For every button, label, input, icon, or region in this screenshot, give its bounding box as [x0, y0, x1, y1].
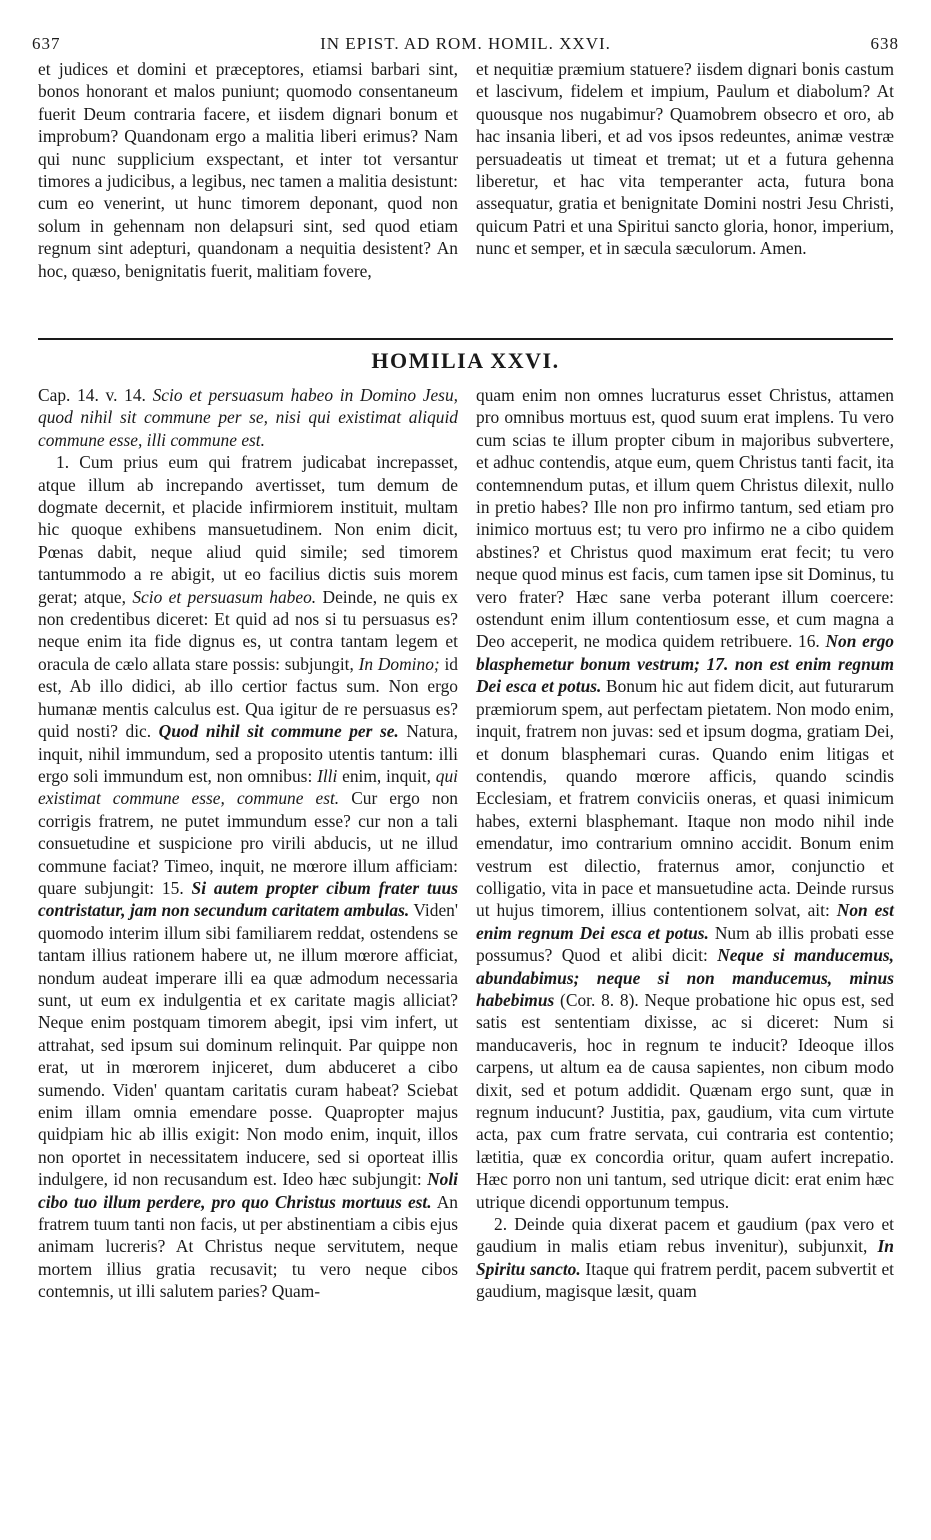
p2-quote: In Spiritu sancto. [476, 1236, 894, 1279]
br-quote-3: Neque si manducemus, abundabimus; neque si non manducemus, minus habebimus [476, 945, 894, 1010]
running-header [28, 30, 903, 58]
page-number-right: 638 [870, 34, 899, 53]
top-left-column [38, 58, 458, 282]
p1-text-h: An fratrem tuum tanti non facis, ut per abstinentiam a cibis ejus animam lucreris? At Christus neque servitutem, neque mortem illius gratia recusavit; tu vero neque cibos contemnis, ut illi salutem paries? Quam- [38, 1191, 458, 1302]
continued-paragraph [476, 384, 894, 1213]
p1-text-g: Viden' quomodo interim illum sibi familiarem reddat, ostendens se tantam illius rationem habere ut, ne illum mœrore afficiat, nondum audeat imperare illi ea quæ admodum necessaria sunt, ut eum ex indulgentia et ex caritate magis alliciat? Neque enim postquam timorem abegit, ipsi vim infert, ut attrahat, sed ipsum sui dominum relinquit. Par quippe non erat, ut in mœrorem injiceret, dum abduceret a cibo sumendo. Viden' quantam caritatis curam habeat? Sciebat enim illam omnia emendare posse. Quapropter majus quidpiam hic ab illis exigit: Non modo enim, inquit, illos non oportet in necessitatem inducere, sed si oporteat illis indulgere, id non recusandum est. Ideo hæc subjungit: [38, 900, 458, 1190]
br-text-a: quam enim non omnes lucraturus esset Christus, attamen pro omnibus mortuus est, quod suum erat implens. Tu vero cum scias te illum propter cibum in majoribus subvertere, et adhuc contendis, atque eum, quem Christus tanti facit, ita contemnendum putas, et illum quem Christus dilexit, nullo in pretio habes? Ille non pro infirmo tantum, sed etiam pro inimico mortuus est; tu vero pro infirmo ne a cibo quidem abstines? et Christus quod maximum erat fecit; tu vero neque quod minus est facis, cum tamen ipse sit Dominus, tu vero frater? Hæc sane verba poterant illum coercere: ostendunt enim illum contentiosum esse, et cum magna a Deo acceperit, ne modica quidem retribuere. 16. [476, 385, 894, 652]
running-title: IN EPIST. AD ROM. HOMIL. XXVI. [320, 34, 611, 53]
p1-text-b: Deinde, ne quis ex non credentibus diceret: Et quid ad nos si tu persuasus es? neque enim ita fide dignus es, ut contra tantam legem et oracula de cælo allata stare possis: subjungit, [38, 586, 458, 674]
br-quote-1: Non ergo blasphemetur bonum vestrum; 17. non est enim regnum Dei esca et potus. [476, 631, 894, 697]
p1-quote-5: qui existimat commune esse, commune est. [38, 765, 458, 809]
chapter-verse-heading [38, 384, 458, 451]
p1-text-d: Natura, inquit, nihil immundum, sed a proposito utentis tantum: illi ergo soli immundum est, non omnibus: [38, 721, 458, 786]
section-divider [38, 338, 893, 340]
p2-text-b: Itaque qui fratrem perdit, pacem subvertit et gaudium, magisque læsit, quam [476, 1258, 894, 1302]
p1-text-e: enim, inquit, [342, 765, 431, 786]
br-quote-2: Non est enim regnum Dei esca et potus. [476, 900, 894, 943]
bottom-left-column [38, 384, 458, 1303]
paragraph-2 [476, 1213, 894, 1303]
br-text-b: Bonum hic aut fidem dicit, aut futurarum præmiorum spem, aut perfectam pietatem. Non modo enim, inquit, fratrem non juvas: sed et ipsum dogma, gratiam Dei, et donum blasphemari curas. Quando enim litigas et contendis, quando mœrore afficis, quando scindis Ecclesiam, et fratrem conviciis oneras, et quasi inimicum habes, externi blasphemant. Itaque non modo nihil inde emendatur, imo contrarium omnino accidit. Bonum enim vestrum est dilectio, fraternus amor, conjunctio et colligatio, vita in pace et mansuetudine acta. Deinde rursus ut hujus timorem, illius contentionem solvat, ait: [476, 676, 894, 921]
paragraph-1 [38, 451, 458, 1302]
top-right-text: et nequitiæ præmium statuere? iisdem dignari bonis castum et lascivum, fidelem et impium, Paulum et diabolum? At quousque nos nugabimur? Quamobrem obsecro et oro, ab hac insania liberi, et ad vos ipsos redeuntes, animæ vestræ persuadeatis ut timeat et tremat; ut et a futura gehenna liberetur, et hac vita temperanter acta, futura bona assequatur, gratia et benignitate Domini nostri Jesu Christi, quicum Patri et una Spiritui sancto gloria, honor, imperium, nunc et semper, et in sæcula sæculorum. Amen. [476, 59, 894, 259]
chapter-label: Cap. 14. v. 14. [38, 385, 146, 405]
p2-text-a: 2. Deinde quia dixerat pacem et gaudium (pax vero et gaudium in malis etiam rebus invenitur), subjunxit, [476, 1214, 894, 1257]
chapter-verse-text: Scio et persuasum habeo in Domino Jesu, quod nihil sit commune per se, nisi qui existimat aliquid commune esse, illi commune est. [38, 385, 458, 450]
top-left-text: et judices et domini et præceptores, etiamsi barbari sint, bonos honorant et malos puniunt; quomodo consentaneum fuerit Deum contraria facere, et iisdem dignari bonum et improbum? Quandonam ergo a malitia liberi erimus? Nam qui nunc supplicium exspectant, et inter tot versantur timores a judicibus, a legibus, nec tamen a malitia desistunt: cum eo venerint, ut hunc timorem deponant, quod non solum in gehennam non delapsuri sint, sed quod etiam regnum sint adepturi, quandonam a nequitia desistent? An hoc, quæso, benignitatis fuerit, malitiam fovere, [38, 59, 458, 281]
p1-quote-7: Noli cibo tuo illum perdere, pro quo Christus mortuus est. [38, 1169, 458, 1212]
p1-text-a: 1. Cum prius eum qui fratrem judicabat increpasset, atque illum ab increpando avertisset, tum demum de dogmate decernit, et placide infirmiorem instituit, multam hic quoque exhibens mansuetudinem. Non enim dicit, Pœnas dabit, neque aliud quid simile; sed timorem tantummodo a re abigit, ut eo facilius dictis suis morem gerat; atque, [38, 452, 458, 607]
br-text-c: Num ab illis probati esse possumus? Quod et alibi dicit: [476, 922, 894, 966]
page-number-left: 637 [32, 34, 61, 53]
p1-quote-2: In Domino; [358, 653, 440, 674]
bottom-right-column [476, 384, 894, 1303]
p1-text-f: Cur ergo non corrigis fratrem, ne putet immundum esse? cur non a tali consuetudine et suspicione pro virili abducis, ut ne illud commune faciat? Timeo, inquit, ne mœrore illum afficiam: quare subjungit: 15. [38, 788, 458, 898]
p1-quote-6: Si autem propter cibum frater tuus contristatur, jam non secundum caritatem ambulas. [38, 877, 458, 921]
p1-text-c: id est, Ab illo didici, ab illo certior factus sum. Non ergo humanæ mentis calculus est. Qua igitur de re persuasus es? quid nosti? dic. [38, 653, 458, 742]
br-text-d: (Cor. 8. 8). Neque probatione hic opus est, sed satis est sententiam dixisse, ac si diceret: Num si manducaveris, hoc in regnum te inducit? Ideoque illos carpens, ut altum ea de causa sapientes, non cibum modo dixit, sed et potum addidit. Quænam ergo sunt, quæ in regnum inducunt? Justitia, pax, gaudium, vita cum virtute acta, pax cum fratre servata, cui contraria est contentio; lætitia, quæ ex concordia oritur, quam aufert increpatio. Hæc porro non uni tantum, sed utrique dicit: erat enim hæc utrique dicendi opportunum tempus. [476, 989, 894, 1212]
homily-title: HOMILIA XXVI. [371, 348, 560, 373]
p1-quote-4: Illi [317, 765, 338, 786]
p1-quote-3: Quod nihil sit commune per se. [158, 721, 399, 742]
p1-quote-1: Scio et persuasum habeo. [132, 586, 317, 607]
top-right-column [476, 58, 894, 260]
